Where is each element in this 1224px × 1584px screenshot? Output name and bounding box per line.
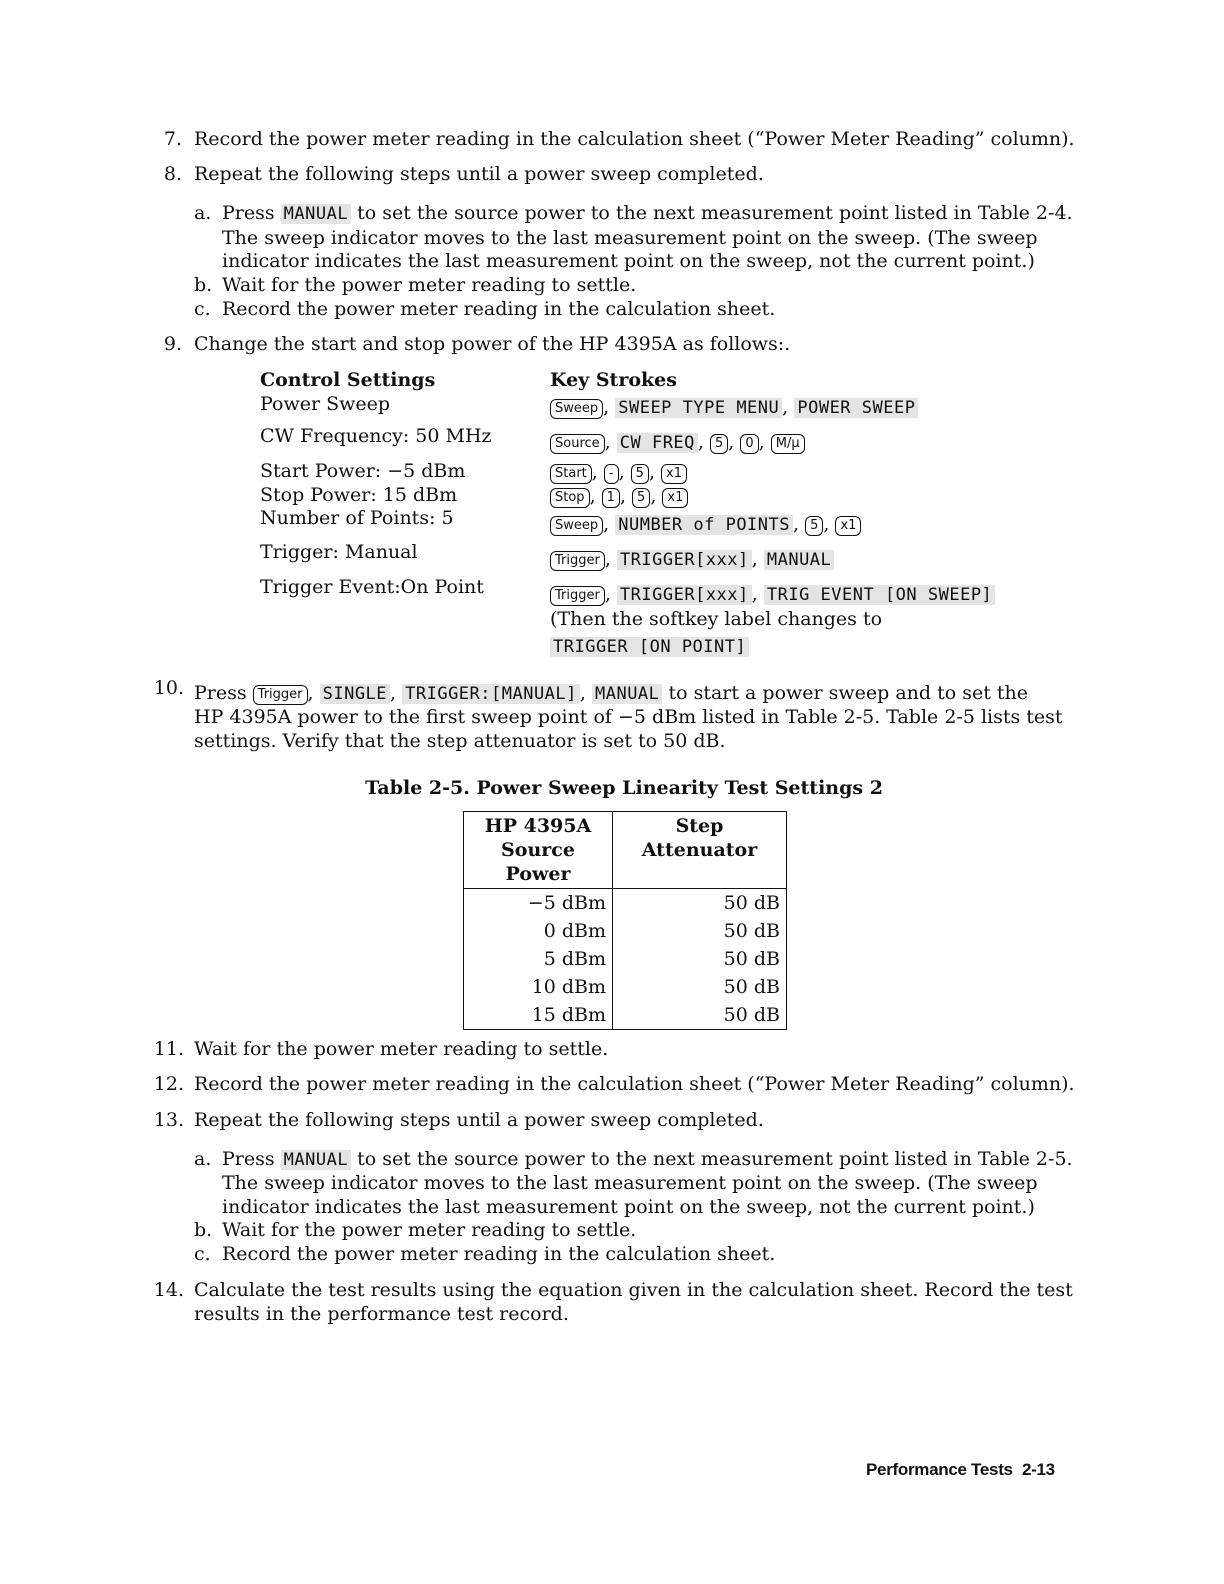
trigger-hardkey: Trigger bbox=[253, 685, 308, 705]
press-word: Press bbox=[222, 202, 275, 224]
step-number: 14. bbox=[153, 1279, 184, 1301]
step-text: results in the performance test record. bbox=[194, 1303, 569, 1325]
table-title: Table 2-5. Power Sweep Linearity Test Settings 2 bbox=[365, 777, 883, 799]
step-text: Change the start and stop power of the HP 4395A as follows:. bbox=[194, 333, 791, 355]
table-header-row bbox=[464, 812, 787, 889]
cell-attenuator: 50 dB bbox=[613, 917, 787, 945]
trigger-xxx-softkey: TRIGGER[xxx] bbox=[617, 585, 752, 605]
cell-attenuator: 50 dB bbox=[613, 973, 787, 1001]
sweep-hardkey: Sweep bbox=[550, 399, 603, 419]
step-text: settings. Verify that the step attenuator is set to 50 dB. bbox=[194, 730, 726, 752]
table-row bbox=[464, 889, 787, 918]
key-x1: x1 bbox=[835, 516, 861, 536]
step-number: 11. bbox=[153, 1038, 184, 1060]
substep-label: a. bbox=[194, 1148, 212, 1170]
settings-header-left: Control Settings bbox=[260, 369, 436, 391]
step-number: 7. bbox=[163, 128, 182, 150]
setting-label: Stop Power: 15 dBm bbox=[260, 484, 458, 506]
cell-power: −5 dBm bbox=[464, 889, 613, 918]
keystrokes-trigger: Trigger , TRIGGER[xxx] , MANUAL bbox=[550, 547, 834, 572]
keystrokes-number-of-points: Sweep , NUMBER of POINTS , 5 , x1 bbox=[550, 512, 861, 537]
trigger-hardkey: Trigger bbox=[550, 586, 605, 606]
substep-text: indicator indicates the last measurement point on the sweep, not the current point.) bbox=[222, 1196, 1035, 1218]
trigger-on-point-softkey: TRIGGER [ON POINT] bbox=[550, 637, 749, 657]
step-text: HP 4395A power to the first sweep point of −5 dBm listed in Table 2-5. Table 2-5 lists test bbox=[194, 706, 1063, 728]
softkey-note: (Then the softkey label changes to bbox=[550, 608, 883, 630]
single-softkey: SINGLE bbox=[320, 684, 390, 704]
column-header-step-attenuator: Step Attenuator bbox=[613, 812, 787, 889]
substep-text: Record the power meter reading in the calculation sheet. bbox=[222, 298, 776, 320]
substep-label: c. bbox=[194, 298, 211, 320]
key-minus: - bbox=[604, 464, 619, 484]
step-number: 13. bbox=[153, 1109, 184, 1131]
step-number: 12. bbox=[153, 1073, 184, 1095]
substep-line bbox=[222, 1147, 1073, 1172]
cell-power: 15 dBm bbox=[464, 1001, 613, 1030]
table-row bbox=[464, 917, 787, 945]
step-text: to start a power sweep and to set the bbox=[668, 682, 1029, 704]
substep-text: Record the power meter reading in the calculation sheet. bbox=[222, 1243, 776, 1265]
keystrokes-trigger-event: Trigger , TRIGGER[xxx] , TRIG EVENT [ON SWEEP] bbox=[550, 582, 995, 607]
table-row bbox=[464, 973, 787, 1001]
setting-label: Power Sweep bbox=[260, 393, 391, 415]
step-number: 8. bbox=[163, 163, 182, 185]
cell-attenuator: 50 dB bbox=[613, 945, 787, 973]
manual-softkey: MANUAL bbox=[281, 1150, 351, 1170]
keystrokes-stop-power: Stop , 1 , 5 , x1 bbox=[550, 484, 688, 508]
manual-softkey: MANUAL bbox=[592, 684, 662, 704]
setting-label: Start Power: −5 dBm bbox=[260, 460, 466, 482]
key-5: 5 bbox=[632, 488, 650, 508]
step-text: Repeat the following steps until a power sweep completed. bbox=[194, 1109, 764, 1131]
keystrokes-start-power: Start , - , 5 , x1 bbox=[550, 460, 687, 484]
setting-label: Trigger Event:On Point bbox=[260, 576, 484, 598]
start-hardkey: Start bbox=[550, 464, 592, 484]
step-text: Record the power meter reading in the calculation sheet (“Power Meter Reading” column). bbox=[194, 128, 1075, 150]
trig-event-softkey: TRIG EVENT [ON SWEEP] bbox=[764, 585, 995, 605]
cell-power: 10 dBm bbox=[464, 973, 613, 1001]
substep-text: The sweep indicator moves to the last measurement point on the sweep. (The sweep bbox=[222, 227, 1038, 249]
cell-power: 0 dBm bbox=[464, 917, 613, 945]
trigger-on-point-label bbox=[550, 634, 749, 659]
cw-freq-softkey: CW FREQ bbox=[617, 433, 698, 453]
trigger-hardkey: Trigger bbox=[550, 551, 605, 571]
key-x1: x1 bbox=[661, 464, 687, 484]
substep-text: to set the source power to the next measurement point listed in Table 2-4. bbox=[357, 202, 1073, 224]
substep-text: Wait for the power meter reading to settle. bbox=[222, 1219, 637, 1241]
step-text: Record the power meter reading in the calculation sheet (“Power Meter Reading” column). bbox=[194, 1073, 1075, 1095]
key-5: 5 bbox=[710, 434, 728, 454]
step-number: 10. bbox=[153, 677, 184, 699]
setting-label: Number of Points: 5 bbox=[260, 507, 454, 529]
step-text: Wait for the power meter reading to settle. bbox=[194, 1038, 609, 1060]
manual-softkey: MANUAL bbox=[764, 550, 834, 570]
footer-section-title: Performance Tests bbox=[866, 1460, 1013, 1479]
sweep-type-menu-softkey: SWEEP TYPE MENU bbox=[615, 398, 782, 418]
substep-label: c. bbox=[194, 1243, 211, 1265]
substep-text: to set the source power to the next measurement point listed in Table 2-5. bbox=[357, 1148, 1073, 1170]
step-text: Repeat the following steps until a power sweep completed. bbox=[194, 163, 764, 185]
key-0: 0 bbox=[740, 434, 758, 454]
trigger-xxx-softkey: TRIGGER[xxx] bbox=[617, 550, 752, 570]
key-5: 5 bbox=[631, 464, 649, 484]
cell-attenuator: 50 dB bbox=[613, 889, 787, 918]
key-5: 5 bbox=[805, 516, 823, 536]
sweep-hardkey: Sweep bbox=[550, 516, 603, 536]
power-sweep-softkey: POWER SWEEP bbox=[794, 398, 918, 418]
substep-text: Wait for the power meter reading to settle. bbox=[222, 274, 637, 296]
cell-attenuator: 50 dB bbox=[613, 1001, 787, 1030]
stop-hardkey: Stop bbox=[550, 488, 590, 508]
setting-label: CW Frequency: 50 MHz bbox=[260, 425, 492, 447]
column-header-source-power: HP 4395A Source Power bbox=[464, 812, 613, 889]
settings-table bbox=[463, 811, 787, 1030]
step-text: Calculate the test results using the equation given in the calculation sheet. Record the test bbox=[194, 1279, 1073, 1301]
substep-text: indicator indicates the last measurement point on the sweep, not the current point.) bbox=[222, 250, 1035, 272]
key-x1: x1 bbox=[662, 488, 688, 508]
table-row bbox=[464, 1001, 787, 1030]
source-hardkey: Source bbox=[550, 434, 605, 454]
page-number: 2-13 bbox=[1022, 1460, 1055, 1479]
substep-line bbox=[222, 201, 1073, 226]
press-word: Press bbox=[222, 1148, 275, 1170]
keystrokes-power-sweep: Sweep , SWEEP TYPE MENU , POWER SWEEP bbox=[550, 395, 918, 420]
cell-power: 5 dBm bbox=[464, 945, 613, 973]
number-of-points-softkey: NUMBER of POINTS bbox=[615, 515, 793, 535]
keystrokes-cw-frequency: Source , CW FREQ , 5 , 0 , M/μ bbox=[550, 430, 805, 455]
substep-label: b. bbox=[194, 274, 213, 296]
step-line: Press Trigger , SINGLE , TRIGGER:[MANUAL] , MANUAL to start a power sweep and to set the bbox=[194, 682, 1029, 704]
key-1: 1 bbox=[602, 488, 620, 508]
manual-softkey: MANUAL bbox=[281, 204, 351, 224]
step-number: 9. bbox=[163, 333, 182, 355]
press-word: Press bbox=[194, 682, 247, 704]
table-row bbox=[464, 945, 787, 973]
trigger-manual-softkey: TRIGGER:[MANUAL] bbox=[402, 684, 580, 704]
key-mega-micro: M/μ bbox=[771, 434, 805, 454]
settings-header-right: Key Strokes bbox=[550, 369, 677, 391]
substep-label: b. bbox=[194, 1219, 213, 1241]
substep-label: a. bbox=[194, 202, 212, 224]
substep-text: The sweep indicator moves to the last measurement point on the sweep. (The sweep bbox=[222, 1172, 1038, 1194]
setting-label: Trigger: Manual bbox=[260, 541, 418, 563]
